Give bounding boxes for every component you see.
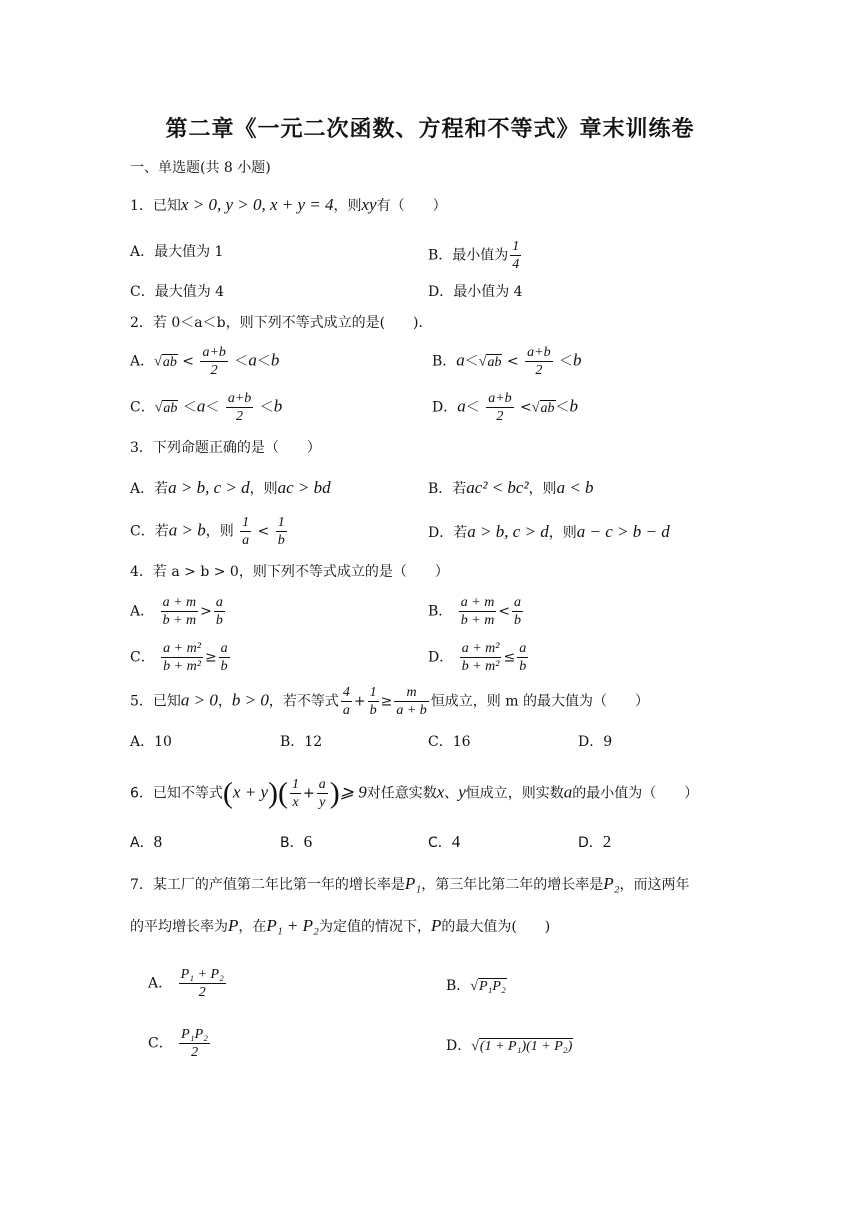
section-heading: 一、单选题(共 8 小题): [130, 160, 271, 176]
question-7-line-2: 的平均增长率为P，在P₁ + P₂为定值的情况下，P的最大值为( ): [130, 916, 551, 935]
q6-option-d: D．2: [578, 832, 612, 851]
q3-option-b: B．若ac² < bc²，则a < b: [428, 478, 594, 497]
q7-option-d: D．√(1 + P₁)(1 + P₂): [446, 1038, 573, 1054]
q7-option-c: C． $\frac{\text{P₁P₂}}{2}$: [148, 1027, 209, 1060]
q4-option-a: A． $\frac{a + m}{b + m}$ > $\frac{a}{b}$: [130, 595, 223, 628]
q4-option-b: B． $\frac{a + m}{b + m}$ < $\frac{a}{b}$: [428, 595, 522, 628]
q7-option-a: A． $\frac{\text{P₁ + P₂}}{2}$: [148, 967, 224, 1000]
q3-option-a: A．若a > b, c > d，则ac > bd: [130, 478, 331, 497]
q4-option-c: C． $\frac{\text{a + m²}}{\text{b + m²}}$ ≥ $\frac{a}{b}$: [130, 641, 228, 674]
page-title: 第二章《一元二次函数、方程和不等式》章末训练卷: [165, 117, 695, 142]
q6-option-b: B．6: [280, 832, 313, 851]
q4-option-d: D． $\frac{\text{a + m²}}{\text{b + m²}}$ ≤ $\frac{a}{b}$: [428, 641, 527, 674]
question-5: 5．已知a > 0，b > 0，若不等式 $\frac{4}{a}$ + $\frac{1}{b}$ ≥ $\frac{m}{a + b}$ 恒成立，则 m 的最大值为（ ）: [130, 685, 649, 718]
q2-option-c: C．√ab ＜a＜ $\frac{a+b}{2}$ ＜b: [130, 391, 283, 424]
q5-option-b: B．12: [280, 734, 323, 750]
q7-option-b: B．√P₁P₂: [446, 978, 506, 994]
q1-option-d: D．最小值为 4: [428, 284, 523, 300]
q3-option-c: C．若a > b，则 $\frac{1}{a}$ < $\frac{1}{b}$: [130, 515, 285, 548]
question-7-line-1: 7．某工厂的产值第二年比第一年的增长率是P₁，第三年比第二年的增长率是P₂，而这两年: [130, 874, 690, 893]
q2-option-d: D．a＜ $\frac{a+b}{2}$ <√ab＜b: [432, 391, 579, 424]
q6-option-c: C．4: [428, 832, 461, 851]
question-2: 2．若 0＜a＜b，则下列不等式成立的是( )．: [130, 315, 433, 331]
question-4: 4．若 a > b > 0，则下列不等式成立的是（ ）: [130, 564, 449, 580]
question-1: 1．已知x > 0, y > 0, x + y = 4，则xy有（ ）: [130, 195, 447, 214]
q1-option-b: B．最小值为 $\frac{1}{4}$: [428, 239, 520, 272]
q5-option-d: D．9: [578, 734, 613, 750]
question-3: 3．下列命题正确的是（ ）: [130, 440, 321, 456]
question-6: 6．已知不等式(x + y)( $\frac{1}{x}$ + $\frac{a}{y}$ )⩾ 9对任意实数x、y恒成立，则实数a的最小值为（ ）: [130, 776, 699, 810]
q5-option-c: C．16: [428, 734, 471, 750]
q1-option-a: A．最大值为 1: [130, 244, 224, 260]
q3-option-d: D．若a > b, c > d，则a − c > b − d: [428, 522, 670, 541]
q1-option-c: C．最大值为 4: [130, 284, 225, 300]
q2-option-b: B．a＜√ab < $\frac{a+b}{2}$ ＜b: [432, 345, 582, 378]
q2-option-a: A．√ab < $\frac{a+b}{2}$ ＜a＜b: [130, 345, 280, 378]
q5-option-a: A．10: [130, 734, 172, 750]
q6-option-a: A．8: [130, 832, 163, 851]
